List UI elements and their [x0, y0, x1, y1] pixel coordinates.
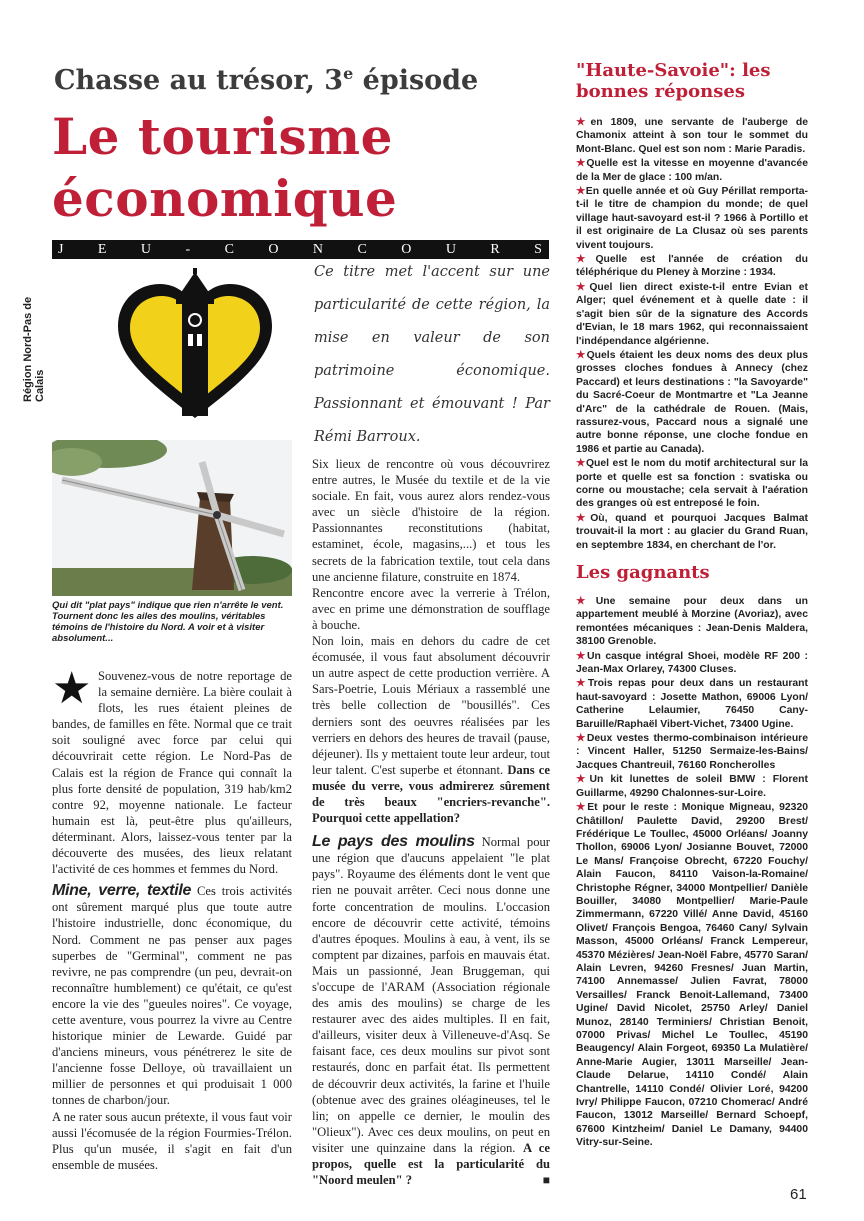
belfry-heart-icon: [110, 268, 280, 428]
list-item: ★Quel est le nom du motif architectural sur la porte et quelle est sa fonction : svatiska ou corne ou moustache; cela servait à l'aération des granges où est entreposé le foin.: [576, 458, 808, 510]
bar-letter: C: [224, 241, 235, 257]
winners-list: [576, 595, 808, 1150]
bar-letter: U: [445, 241, 457, 257]
bar-letter: E: [97, 241, 108, 257]
star-icon: ★: [576, 186, 586, 198]
list-item: ★en 1809, une servante de l'auberge de Chamonix atteint à son tour le sommet du Mont-Blanc. Quel est son nom : Marie Paradis.: [576, 117, 808, 155]
list-item: ★Et pour le reste : Monique Migneau, 92320 Châtillon/ Paulette David, 29200 Brest/ Frédérique Le Toullec, 45000 Orléans/ Joanny Thollon, 69006 Lyon/ Josianne Bouvet, 72000 Le Mans/ Françoise Obrecht, 67220 Fouchy/ Alain Faucon, 84110 Vaison-la-Romaine/ Christophe Régner, 34000 Montpellier/ Danièle Bouiller, 34080 Montpellier/ Marie-Paule Zimmermann, 67220 Villé/ Anne David, 45160 Olivet/ François Bengoa, 76460 Cany/ Sylvain Masson, 45000 Orléans/ Franck Lempereur, 45370 Mézières/ Jean-Noël Fabre, 45770 Saran/ Alain Levren, 94260 Fresnes/ Juan Martin, 74100 Annemasse/ Julien Favrat, 78000 Versailles/ Franck Benoit-Lallemand, 73400 Ugine/ David Nicolet, 25750 Arley/ Daniel Munoz, 28140 Terminiers/ Christian Benoit, 07000 Privas/ Michel Le Toullec, 45190 Beaugency/ Alain Forgeot, 69350 La Mulatière/ Anne-Marie Augier, 13011 Marseille/ Jean-Claude Delarue, 14110 Condé/ Alain Chantrelle, 14110 Condé/ Olivier Loré, 94200 Ivry/ Philippe Faucon, 07210 Chomerac/ André Faucon, 13012 Marseille/ Bernard Schoepf, 67600 Kintzheim/ Daniel Le Damany, 94400 Vitry-sur-Seine.: [576, 802, 808, 1149]
star-icon: ★: [576, 802, 588, 814]
paragraph: A ne rater sous aucun prétexte, il vous faut voir aussi l'écomusée de la région Fourmies-Trélon. Plus qu'un musée, il s'agit en fait d'un ensemble de musées.: [52, 1109, 292, 1172]
photo-caption: Qui dit "plat pays" indique que rien n'arrête le vent. Tournent donc les ailes des moulins, véritables témoins de l'histoire du Nord. A voir et à visiter absolument...: [52, 600, 284, 644]
paragraph: Normal pour une région que d'aucuns appelaient "le plat pays". Royaume des éléments dont le vent que rien ne pouvait arrêter. Ceci nous donne une forte concentration de moulins. L'occasion encore de découvrir cette activité, témoins d'autres époques. Moulins à eau, à vent, ils se comptent par dizaines, parfois en mauvais état. Mais un passionné, Jean Bruggeman, qui s'occupe de l'ARAM (Association régionale des amis des moulins) se charge de les restaurer avec des aides multiples. Il en fait, d'ailleurs, visiter deux à Villeneuve-d'Asq. Se faisant face, ces deux moulins sur pivot sont restaurés, donc en parfait état. Ils permettent de découvrir deux activités, la farine et l'huile (obtenue avec des graines oléagineuses, tel le lin; on appelle ce dernier, le moulin des "Olieux"). Avec ces deux moulins, on peut en visiter une quinzaine dans la région.: [312, 835, 550, 1155]
sidebar-title-answers: "Haute-Savoie": les bonnes réponses: [576, 60, 771, 102]
star-icon: ★: [576, 733, 587, 745]
star-icon: ★: [576, 281, 590, 293]
star-icon: ★: [576, 158, 587, 170]
list-item: ★Une semaine pour deux dans un appartement meublé à Morzine (Avoriaz), avec remontées mécaniques : Jean-Denis Maldera, 38100 Grenoble.: [576, 596, 808, 648]
star-icon: ★: [576, 678, 588, 690]
bar-letter: C: [357, 241, 368, 257]
bar-letter: S: [534, 241, 543, 257]
intro-text: Ce titre met l'accent sur une particularité de cette région, la mise en valeur de son patrimoine économique. Passionnant et émouvant ! Par Rémi Barroux.: [314, 264, 550, 445]
page-number: 61: [790, 1186, 807, 1203]
bar-letter: O: [268, 241, 280, 257]
kicker-title: Chasse au trésor, 3e épisode: [54, 64, 479, 96]
star-icon: ★: [576, 254, 596, 266]
end-mark: ■: [542, 1173, 550, 1188]
region-label: Région Nord-Pas de Calais: [22, 296, 46, 402]
bar-letter: -: [185, 241, 192, 257]
list-item: ★Un casque intégral Shoei, modèle RF 200 : Jean-Max Orlarey, 74300 Cluses.: [576, 650, 808, 676]
answers-sidebar: [570, 60, 808, 1151]
star-icon: ★: [52, 664, 92, 713]
bar-letter: U: [140, 241, 153, 257]
list-item: ★Quelle est l'année de création du téléphérique du Pleney à Morzine : 1934.: [576, 254, 808, 279]
paragraph: Ces trois activités ont sûrement marqué plus que toute autre l'histoire industrielle, donc économique, du Nord. Comment ne pas penser aux pages superbes de "Germinal", comment ne pas revivre, ne pas comprendre (un peu, devrait-on reconnaître humblement) ce qu'était, ce qu'est encore la vie des "gueules noires". Ce voyage, cette aventure, vous pourrez la vivre au Centre historique minier de Lewarde. Guidé par d'anciens mineurs, vous pénétrerez le site de l'ancienne fosse Delloye, où travaillaient un millier de personnes et qui produisait 1 000 tonnes de charbon/jour.: [52, 884, 292, 1108]
list-item: ★Un kit lunettes de soleil BMW : Florent Guillarme, 49290 Chalonnes-sur-Loire.: [576, 774, 808, 799]
list-item: ★Deux vestes thermo-combinaison intérieure : Vincent Haller, 51250 Sermaize-les-Bains/ Jacques Chantreuil, 76160 Roncherolles: [576, 733, 808, 771]
paragraph: Rencontre encore avec la verrerie à Trélon, avec en prime une démonstration de soufflage à bouche.: [312, 585, 550, 632]
list-item: ★Trois repas pour deux dans un restaurant haut-savoyard : Josette Mathon, 69006 Lyon/ Catherine Lelaumier, 76450 Cany-Baruille/Raphaël Vibert-Vichet, 73400 Ugine.: [576, 678, 808, 730]
star-icon: ★: [576, 596, 596, 607]
list-item: ★En quelle année et où Guy Périllat remporta-t-il le titre de champion du monde; de quel village haut-savoyard est-il ? 1966 à Portillo et il est originaire de La Clusaz où ses parents vivent toujours.: [576, 186, 808, 251]
paragraph: Souvenez-vous de notre reportage de la semaine dernière. La bière coulait à flots, les rues étaient pleines de bandes, de familles en fête. Normal que ce trait soit souligné avec force par celui qui découvrirait cette région. Le Nord-Pas de Calais est la région de France qui connaît la plus forte densité de population, 319 hab/km2 contre 92, moyenne nationale. Le facteur humain est là, peut-être plus qu'ailleurs, déterminant. Alors, laissez-vous tenter par la découverte des musées, des lieux relatant l'activité de ces hommes et femmes du Nord.: [52, 669, 292, 877]
windmill-photo: [52, 440, 292, 596]
star-icon: ★: [576, 458, 586, 470]
star-icon: ★: [576, 117, 591, 128]
answers-list: [576, 116, 808, 552]
subheading-mine-verre-textile: Mine, verre, textile: [52, 882, 192, 900]
star-icon: ★: [576, 349, 587, 361]
list-item: ★Quelle est la vitesse en moyenne d'avancée de la Mer de glace : 100 m/an.: [576, 158, 808, 183]
star-icon: ★: [576, 650, 587, 662]
list-item: ★Quel lien direct existe-t-il entre Evian et Alger; quel événement et à quelle date : il s'agit bien sûr de la signature des Accords d'Evian, le 18 mars 1962, qui reconnaissaient l'indépendance algérienne.: [576, 281, 808, 347]
bar-letter: J: [58, 241, 65, 257]
star-icon: ★: [576, 774, 590, 786]
headline-line-2: économique: [52, 169, 398, 228]
question-1: Dans ce musée du verre, vous admirerez sûrement de très beaux "encriers-revanche". Pourquoi cette appellation?: [312, 762, 550, 826]
paragraph: Non loin, mais en dehors du cadre de cet écomusée, il vous faut absolument découvrir un autre aspect de cette production verrière. A Sars-Poetrie, Louis Mériaux a rassemblé une très belle collection de "bousillés". Ces derniers sont des oeuvres réalisées par les verriers en dehors des heures de travail (pause, déjeuner). Ils y mettaient toute leur ardeur, tout leur talent. C'est superbe et étonnant.: [312, 634, 550, 777]
article-column-1: [52, 664, 292, 1173]
article-column-2: [312, 456, 550, 1188]
question-2: A ce propos, quelle est la particularité du "Noord meulen" ?: [312, 1140, 550, 1188]
headline: [52, 106, 552, 230]
sidebar-title-winners: Les gagnants: [576, 562, 710, 583]
subheading-pays-des-moulins: Le pays des moulins: [312, 833, 475, 851]
star-icon: ★: [576, 512, 591, 524]
bar-letter: N: [312, 241, 325, 257]
paragraph: Six lieux de rencontre où vous découvrirez entre autres, le Musée du textile et de la vie sociale. En fait, vous aurez alors rendez-vous avec un siècle d'histoire de la région. Passionnantes reconstitutions (habitat, estaminet, école, magasins,...) et tous les secrets de la fabrication textile, tout cela dans une ancienne filature, construite en 1874.: [312, 457, 550, 584]
headline-line-1: Le tourisme: [52, 107, 393, 166]
list-item: ★Où, quand et pourquoi Jacques Balmat trouvait-il la mort : au glacier du Grand Ruan, en septembre 1834, en cherchant de l'or.: [576, 512, 808, 551]
list-item: ★Quels étaient les deux noms des deux plus grosses cloches fondues à Annecy (chez Paccard) et leurs destinations : "la Savoyarde" du Sacré-Coeur de Montmartre et "La Jeanne d'Arc" de la cathédrale de Rouen. (Mais, rassurez-vous, Paccard nous a signalé une autre bonne réponse, une cloche fondue en 1986 et partie au Canada).: [576, 349, 808, 455]
bar-letter: O: [401, 241, 413, 257]
bar-letter: R: [490, 241, 501, 257]
